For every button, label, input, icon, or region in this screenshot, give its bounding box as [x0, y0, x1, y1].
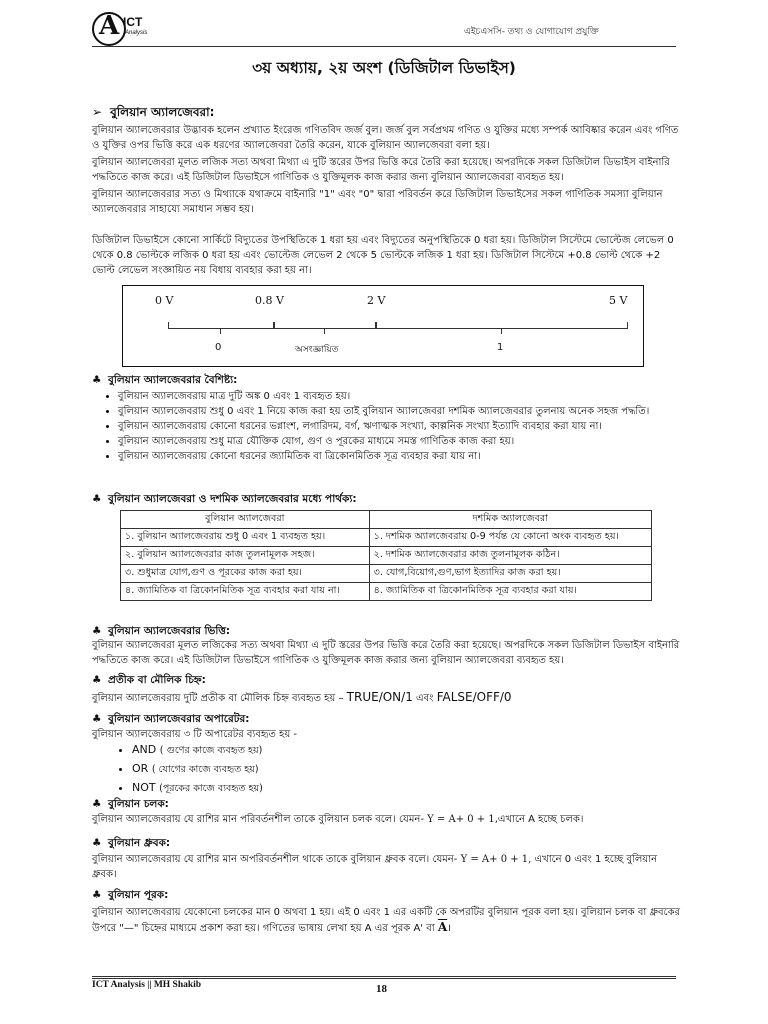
operators-list	[118, 741, 263, 798]
complement-text: বুলিয়ান অ্যালজেবরায় যেকোনো চলকের মান 0 অথবা 1 হয়। এই 0 এবং 1 এর একটি কে অপরটির বুলিয়ান পূরক বলা হয়। বুলিয়ান চলক বা ধ্রুবকের উপরে "—" চিহ্নের মাধ্যমে প্রকাশ করা হয়। গণিতের ভাষায় লেখা হয় A এর পূরক A' বা $\overline{A}।$	[92, 907, 681, 934]
section-heading: ➢ বুলিয়ান অ্যালজেবরা:	[92, 105, 215, 119]
brace-undefined	[274, 322, 376, 329]
list-item: • বুলিয়ান অ্যালজেবরায় শুধু 0 এবং 1 নিয়ে কাজ করা হয় তাই বুলিয়ান অ্যালজেবরা দশমিক অ্যালজেবরার তুলনায় অনেক সহজ পদ্ধতি।	[118, 404, 700, 419]
range-label-0: 0	[215, 342, 222, 353]
features-heading: ♣ বুলিয়ান অ্যালজেবরার বৈশিষ্ট্য:	[92, 374, 238, 386]
variable-heading: ♣ বুলিয়ান চলক:	[92, 798, 169, 810]
club-bullet-icon: ♣	[92, 493, 102, 505]
operators-text: বুলিয়ান অ্যালজেবরায় ৩ টি অপারেটর ব্যবহৃত হয় -	[92, 729, 298, 740]
club-bullet-icon: ♣	[92, 798, 102, 810]
voltage-level-diagram	[122, 285, 644, 367]
features-list	[100, 389, 700, 464]
constant-text: বুলিয়ান অ্যালজেবরায় যে রাশির মান অপরিবর্তনশীল থাকে তাকে বুলিয়ান ধ্রুবক বলে। যেমন- Y = A+ 0 + 1, এখানে 0 এবং 1 হচ্ছে বুলিয়ান ধ্রুবক।	[92, 854, 658, 880]
club-bullet-icon: ♣	[92, 837, 102, 849]
club-bullet-icon: ♣	[92, 625, 102, 637]
club-bullet-icon: ♣	[92, 674, 102, 686]
paragraph-voltage: ডিজিটাল ডিভাইসে কোনো সার্কিটে বিদ্যুতের উপস্থিতিকে 1 ধরা হয় এবং বিদ্যুতের অনুপস্থিতিকে 0 ধরা হয়। ডিজিটাল সিস্টেমে ভোল্টেজ লেভেল 0 থেকে 0.8 ভোল্টকে লজিক 0 ধরা হয় এবং ভোল্টেজ লেভেল 2 থেকে 5 ভোল্টকে লজিক 1 ধরা হয়। ডিজিটাল সিস্টেমে +0.8 ভোল্ট থেকে +2 ভোল্ট লেভেল সংজ্ঞায়িত নয় বিধায় ব্যবহার করা হয় না।	[92, 235, 674, 276]
header-subtitle: এইচএসসি- তথ্য ও যোগাযোগ প্রযুক্তি	[464, 27, 599, 37]
list-item: • OR ( যোগের কাজে ব্যবহৃত হয়)	[132, 760, 263, 779]
brace-logic-1	[376, 322, 628, 329]
basis-heading: ♣ বুলিয়ান অ্যালজেবরার ভিত্তি:	[92, 625, 231, 637]
paragraph-binary: বুলিয়ান অ্যালজেবরার সত্য ও মিথ্যাকে যথাক্রমে বাইনারি "1" এবং "0" দ্বারা পরিবর্তন করে ডিজিটাল ডিভাইসের সকল গাণিতিক সমস্যা বুলিয়ান অ্যালজেবরার সাহায্যে সমাধান সম্ভব হয়।	[92, 189, 663, 215]
voltage-label-2: 2 V	[367, 294, 386, 307]
comparison-table	[120, 510, 652, 601]
list-item: • NOT (পূরকের কাজে ব্যবহৃত হয়)	[132, 779, 263, 798]
table-row: ১. বুলিয়ান অ্যালজেবরায় শুধু 0 এবং 1 ব্যবহৃত হয়। ১. দশমিক অ্যালজেবরায় 0-9 পর্যন্ত যে কোনো অংক ব্যবহৃত হয়।	[121, 529, 652, 547]
basis-text: বুলিয়ান অ্যালজেবরা মূলত লজিকের সত্য অথবা মিথ্যা এ দুটি স্তরের উপর ভিত্তি করে তৈরি করা হয়েছে। অপরদিকে সকল ডিজিটাল ডিভাইস বাইনারি পদ্ধতিতে কাজ করে। এই ডিজিটাল ডিভাইসে গাণিতিক ও যুক্তিমূলক কাজ করার জন্য বুলিয়ান অ্যালজেবরা ব্যবহৃত হয়।	[92, 640, 680, 666]
table-header: বুলিয়ান অ্যালজেবরা	[121, 511, 370, 529]
list-item: • বুলিয়ান অ্যালজেবরায় মাত্র দুটি অঙ্ক 0 এবং 1 ব্যবহৃত হয়।	[118, 389, 700, 404]
a-bar-symbol: $\overline{A}$	[437, 920, 448, 934]
club-bullet-icon: ♣	[92, 713, 102, 725]
list-item: • বুলিয়ান অ্যালজেবরায় কোনো ধরনের ভগ্নাংশ, লগারিদম, বর্গ, ঋণাত্মক সংখ্যা, কাল্পনিক সংখ্যা ইত্যাদি ব্যবহার করা যায় না।	[118, 419, 700, 434]
table-header: দশমিক অ্যালজেবরা	[369, 511, 651, 529]
voltage-label-5: 5 V	[609, 294, 628, 307]
list-item: • বুলিয়ান অ্যালজেবরায় শুধু মাত্র যৌক্তিক যোগ, গুণ ও পূরকের মাধ্যমে সমস্ত গাণিতিক কাজ করা হয়।	[118, 434, 700, 449]
header-divider	[92, 46, 676, 47]
voltage-label-0-8: 0.8 V	[255, 294, 284, 307]
variable-text: বুলিয়ান অ্যালজেবরায় যে রাশির মান পরিবর্তনশীল তাকে বুলিয়ান চলক বলে। যেমন- Y = A+ 0 + 1,এখানে A হচ্ছে চলক।	[92, 814, 584, 825]
list-item: • বুলিয়ান অ্যালজেবরায় কোনো ধরনের জ্যামিতিক বা ত্রিকোনমিতিক সূত্র ব্যবহার করা যায় না।	[118, 449, 700, 464]
voltage-label-0: 0 V	[155, 294, 174, 307]
club-bullet-icon: ♣	[92, 889, 102, 901]
list-item: • AND ( গুণের কাজে ব্যবহৃত হয়)	[132, 741, 263, 760]
range-label-1: 1	[497, 342, 504, 353]
ict-analysis-logo: A ICT Analysis	[92, 12, 178, 48]
symbols-text: বুলিয়ান অ্যালজেবরায় দুটি প্রতীক বা মৌলিক চিহ্ন ব্যবহৃত হয় – TRUE/ON/1 এবং FALSE/OFF/0	[92, 690, 512, 704]
paragraph-intro: বুলিয়ান অ্যালজেবরার উদ্ভাবক হলেন প্রখ্যাত ইংরেজ গণিতবিদ জর্জ বুল। জর্জ বুল সর্বপ্রথম গণিত ও যুক্তির মধ্যে সম্পর্ক আবিষ্কার করেন এবং গণিত ও যুক্তির ওপর ভিত্তি করে এক ধরণের অ্যালজেবরা তৈরি করেন, যাকে বুলিয়ান অ্যালজেবরা বলা হয়।	[92, 125, 679, 151]
range-label-undefined: অসংজ্ঞায়িত	[295, 345, 339, 355]
footer-divider	[92, 976, 676, 979]
page-title: ৩য় অধ্যায়, ২য় অংশ (ডিজিটাল ডিভাইস)	[252, 59, 516, 77]
club-bullet-icon: ♣	[92, 374, 102, 386]
page-number: 18	[376, 983, 387, 995]
table-row: ৪. জ্যামিতিক বা ত্রিকোনমিতিক সূত্র ব্যবহার করা যায় না। ৪. জ্যামিতিক বা ত্রিকোনমিতিক সূত্র ব্যবহার করা যায়।	[121, 583, 652, 601]
arrow-bullet-icon: ➢	[92, 105, 103, 119]
paragraph-logic: বুলিয়ান অ্যালজেবরা মূলত লজিক সত্য অথবা মিথ্যা এ দুটি স্তরের উপর ভিত্তি করে তৈরি করা হয়েছে। অপরদিকে সকল ডিজিটাল ডিভাইস বাইনারি পদ্ধতিতে কাজ করে। এই ডিজিটাল ডিভাইসে গাণিতিক ও যুক্তিমূলক কাজ করার জন্য বুলিয়ান অ্যালজেবরা ব্যবহৃত হয়।	[92, 157, 670, 183]
footer-credit: ICT Analysis || MH Shakib	[92, 980, 202, 990]
table-row: ২. বুলিয়ান অ্যালজেবরার কাজ তুলনামূলক সহজ। ২. দশমিক অ্যালজেবরার কাজ তুলনামূলক কঠিন।	[121, 547, 652, 565]
comparison-heading: ♣ বুলিয়ান অ্যালজেবরা ও দশমিক অ্যালজেবরার মধ্যে পার্থক্য:	[92, 493, 357, 505]
symbols-heading: ♣ প্রতীক বা মৌলিক চিহ্ন:	[92, 674, 206, 686]
table-row: ৩. শুধুমাত্র যোগ,গুণ ও পূরকের কাজ করা হয়। ৩. যোগ,বিয়োগ,গুণ,ভাগ ইত্যাদির কাজ করা হয়।	[121, 565, 652, 583]
operators-heading: ♣ বুলিয়ান অ্যালজেবরার অপারেটর:	[92, 713, 250, 725]
constant-heading: ♣ বুলিয়ান ধ্রুবক:	[92, 837, 171, 849]
brace-logic-0	[168, 322, 274, 329]
complement-heading: ♣ বুলিয়ান পূরক:	[92, 889, 169, 901]
